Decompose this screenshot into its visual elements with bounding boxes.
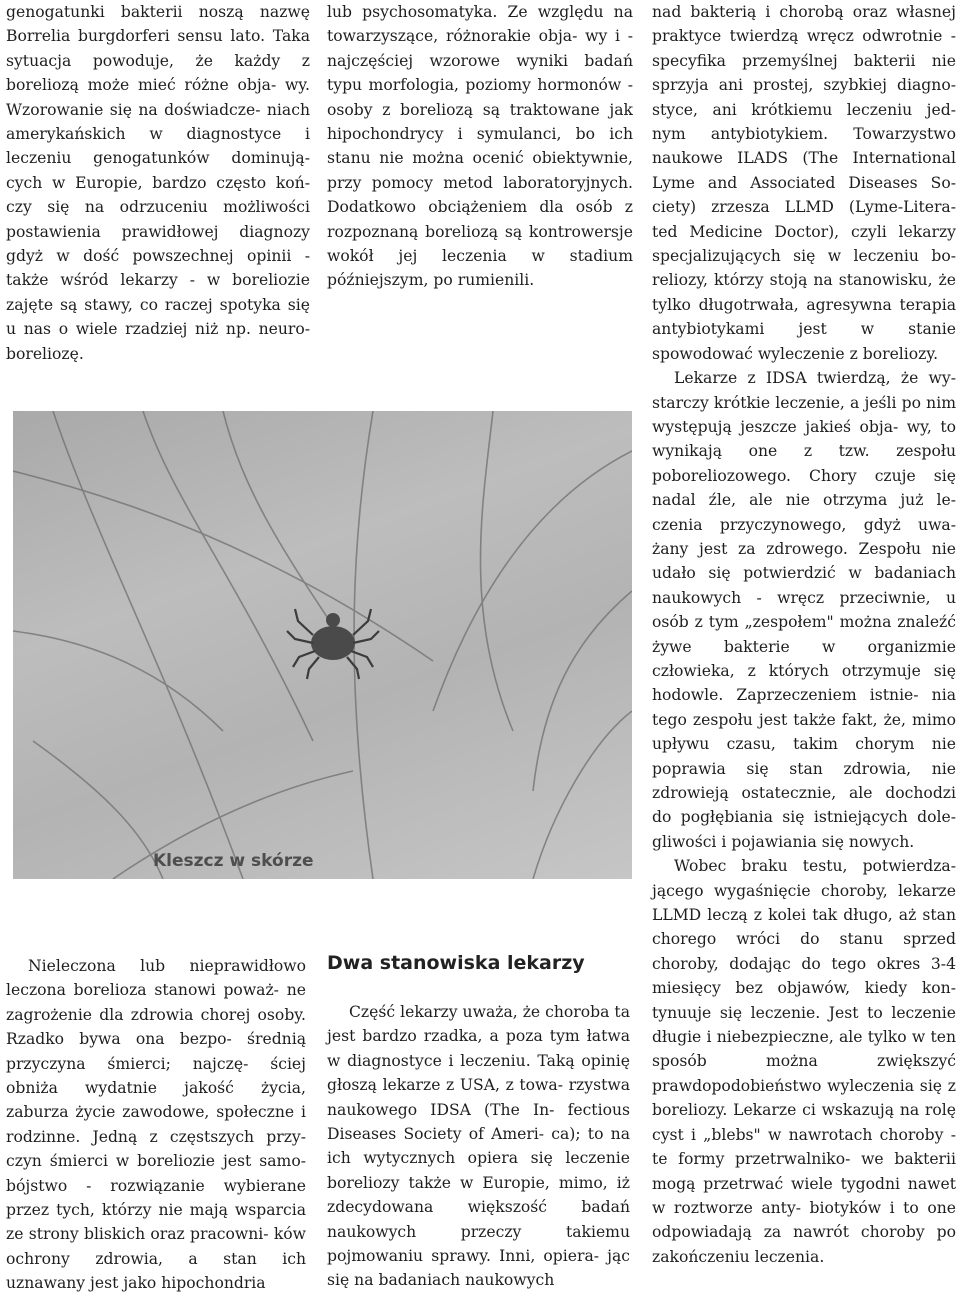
column-right: [652, 0, 956, 1269]
paragraph: nad bakterią i chorobą oraz własnej praktyce twierdzą wręcz odwrotnie - specyfika przemyślnej bakterii nie sprzyja ani prostej, szybkiej diagno- styce, ani krótkiemu leczeniu jed- nym antybiotykiem. Towarzystwo naukowe ILADS (The International Lyme and Associated Diseases So- ciety) zrzesza LLMD (Lyme-Litera- ted Medicine Doctor), czyli lekarzy specjalizujących się w leczeniu bo- reliozy, którzy stoją na stanowisku, że tylko długotrwała, agresywna terapia antybiotykami jest w stanie spowodować wyleczenie z boreliozy.: [652, 3, 956, 363]
paragraph: Lekarze z IDSA twierdzą, że wy- starczy krótkie leczenie, a jeśli po nim występują jeszcze jakieś obja- wy, to wynikają one z tzw. zespołu poboreliozowego. Chory czuje się nadal źle, ale nie otrzyma już le- czenia przyczynowego, gdyż uwa- żany jest za zdrowego. Zespołu nie udało się potwierdzić w badaniach naukowych - wręcz przeciwnie, u osób z tym „zespołem" można znaleźć żywe bakterie w organizmie człowieka, z których otrzymuje się hodowle. Zaprzeczeniem istnie- nia tego zespołu jest także fakt, że, mimo upływu czasu, takim chorym nie poprawia się stan zdrowia, nie zdrowieją ostatecznie, ale dochodzi do pogłębiania się istniejących dole- gliwości i pojawiania się nowych.: [652, 369, 956, 851]
section-heading: Dwa stanowiska lekarzy: [327, 952, 585, 974]
photo-caption: Kleszcz w skórze: [153, 851, 314, 871]
paragraph: lub psychosomatyka. Ze względu na towarzyszące, różnorakie obja- wy i - najczęściej wzorowe wyniki badań typu morfologia, poziomy hormonów - osoby z boreliozą są traktowane jak hipochondrycy i symulanci, bo ich stanu nie można ocenić obiektywnie, przy pomocy metod laboratoryjnych. Dodatkowo obciążeniem dla osób z rozpoznaną boreliozą są kontrowersje wokół jej leczenia w stadium późniejszym, po rumienili.: [327, 3, 633, 290]
column-left-bottom: [6, 954, 306, 1296]
photo-illustration: [13, 411, 632, 879]
paragraph: genogatunki bakterii noszą nazwę Borrelia burgdorferi sensu lato. Taka sytuacja powoduje, że każdy z boreliozą może mieć różne obja- wy. Wzorowanie się na doświadcze- niach amerykańskich w diagnostyce i leczeniu genogatunków dominują- cych w Europie, bardzo często koń- czy się na odrzuceniu możliwości postawienia prawidłowej diagnozy gdyż w dość powszechnej opinii - także wśród lekarzy - w boreliozie zajęte są stawy, co raczej spotyka się u nas o wiele rzadziej niż np. neuro- boreliozę.: [6, 3, 310, 363]
paragraph: Nieleczona lub nieprawidłowo leczona borelioza stanowi poważ- ne zagrożenie dla zdrowia chorej osoby. Rzadko bywa ona bezpo- średnią przyczyna śmierci; najczę- ściej obniża wydatnie jakość życia, zaburza życie zawodowe, społeczne i rodzinne. Jedną z częstszych przy- czyn śmierci w boreliozie jest samo- bójstwo - rozwiązanie wybierane przez tych, którzy nie mają wsparcia ze strony bliskich oraz pracowni- ków ochrony zdrowia, a stan ich uznawany jest jako hipochondria: [6, 957, 306, 1293]
tick-in-skin-photo: [13, 411, 632, 879]
paragraph: Część lekarzy uważa, że choroba ta jest bardzo rzadka, a poza tym łatwa w diagnostyce i leczeniu. Taką opinię głoszą lekarze z USA, z towa- rzystwa naukowego IDSA (The In- fectious Diseases Society of Ameri- ca); to na ich wytycznych opiera się leczenie boreliozy także w Europie, mimo, iż zdecydowana większość badań naukowych przeczy takiemu pojmowaniu sprawy. Inni, opiera- jąc się na badaniach naukowych: [327, 1003, 630, 1290]
column-left-top: [6, 0, 310, 366]
paragraph: Wobec braku testu, potwierdza- jącego wygaśnięcie choroby, lekarze LLMD leczą z kolei tak długo, aż stan chorego wróci do stanu sprzed choroby, dodając do tego okres 3-4 miesięcy bez objawów, kiedy kon- tynuuje się leczenie. Jest to leczenie długie i niebezpieczne, ale tylko w ten sposób można zwiększyć prawdopodobieństwo wyleczenia się z boreliozy. Lekarze ci wskazują na rolę cyst i „blebs" w nawrotach choroby - te formy przetrwalniko- we bakterii mogą przetrwać wiele tygodni nawet w roztworze anty- biotyków i to one odpowiadają za nawrót choroby po zakończeniu leczenia.: [652, 857, 956, 1266]
tick-icon: [287, 609, 379, 679]
column-middle-top: [327, 0, 633, 293]
column-middle-bottom: [327, 1000, 630, 1293]
